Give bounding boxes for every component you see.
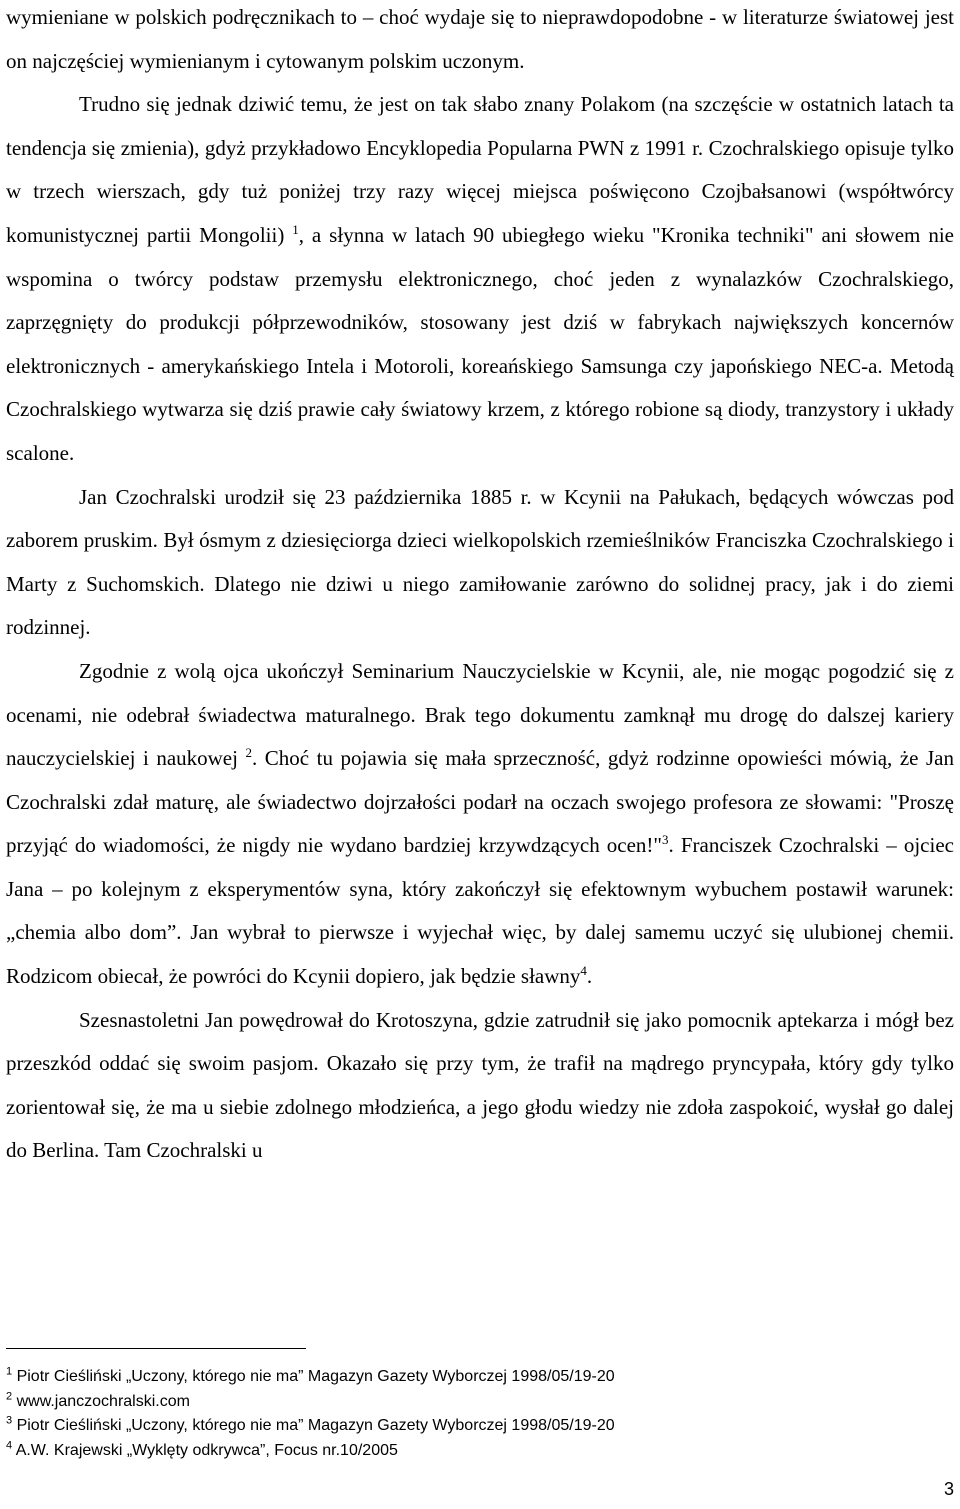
footnote-text: Piotr Cieśliński „Uczony, którego nie ma” Magazyn Gazety Wyborczej 1998/05/19-20 [16, 1417, 615, 1435]
text-run: Szesnastoletni Jan powędrował do Krotoszyna, gdzie zatrudnił się jako pomocnik aptekarza i mógł bez przeszkód oddać się swoim pasjom. Okazało się przy tym, że trafił na mądrego pryncypała, który gdy tylko zorientował się, że ma u siebie zdolnego młodzieńca, a jego głodu wiedzy nie zdoła zaspokoić, wysłał go dalej do Berlina. Tam Czochralski u [6, 1007, 954, 1163]
text-run: . [586, 964, 593, 989]
footnote-text: A.W. Krajewski „Wyklęty odkrywca”, Focus nr.10/2005 [15, 1441, 398, 1459]
text-run: , a słynna w latach 90 ubiegłego wieku "Kronika techniki" ani słowem nie wspomina o twórcy podstaw przemysłu elektronicznego, choć jeden z wynalazków Czochralskiego, zaprzęgnięty do produkcji półprzewodników, stosowany jest dziś w fabrykach największych koncernów elektronicznych - amerykańskiego Intela i Motoroli, koreańskiego Samsunga czy japońskiego NEC-a. Metodą Czochralskiego wytwarza się dziś prawie cały światowy krzem, z którego robione są diody, tranzystory i układy scalone. [6, 222, 954, 465]
footnotes [6, 1365, 906, 1463]
footnote-reference: 2 [245, 745, 252, 761]
footnote [6, 1414, 906, 1439]
footnote [6, 1365, 906, 1390]
footnote-reference: 1 [292, 221, 299, 237]
text-run: Zgodnie z wolą ojca ukończył Seminarium Nauczycielskie w Kcynii, ale, nie mogąc pogodzić się z ocenami, nie odebrał świadectwa maturalnego. Brak tego dokumentu zamknął mu drogę do dalszej kariery nauczycielskiej i naukowej [6, 658, 954, 771]
footnote [6, 1439, 906, 1464]
footnote-text: www.janczochralski.com [16, 1392, 190, 1410]
paragraph [6, 0, 954, 83]
footnote-number: 1 [6, 1365, 13, 1378]
paragraph [6, 476, 954, 650]
footnote-number: 2 [6, 1390, 13, 1403]
footnote-reference: 4 [580, 963, 587, 979]
body-text [6, 0, 954, 1173]
footnote-separator [6, 1348, 306, 1349]
paragraph [6, 999, 954, 1173]
text-run: wymieniane w polskich podręcznikach to – choć wydaje się to nieprawdopodobne - w literaturze światowej jest on najczęściej wymienianym i cytowanym polskim uczonym. [6, 5, 954, 73]
page-number: 3 [943, 1479, 954, 1499]
footnote-number: 3 [6, 1414, 13, 1427]
text-run: . Franciszek Czochralski – ojciec Jana – po kolejnym z eksperymentów syna, który zakończył się efektownym wybuchem postawił warunek: „chemia albo dom”. Jan wybrał to pierwsze i wyjechał więc, by dalej samemu uczyć się ulubionej chemii. Rodzicom obiecał, że powróci do Kcynii dopiero, jak będzie sławny [6, 833, 954, 989]
paragraph [6, 650, 954, 999]
footnote [6, 1390, 906, 1415]
text-run: Trudno się jednak dziwić temu, że jest on tak słabo znany Polakom (na szczęście w ostatnich latach ta tendencja się zmienia), gdyż przykładowo Encyklopedia Popularna PWN z 1991 r. Czochralskiego opisuje tylko w trzech wierszach, gdy tuż poniżej trzy razy więcej miejsca poświęcono Czojbałsanowi (współtwórcy komunistycznej partii Mongolii) [6, 92, 954, 247]
text-run: Jan Czochralski urodził się 23 października 1885 r. w Kcynii na Pałukach, będących wówczas pod zaborem pruskim. Był ósmym z dziesięciorga dzieci wielkopolskich rzemieślników Franciszka Czochralskiego i Marty z Suchomskich. Dlatego nie dziwi u niego zamiłowanie zarówno do solidnej pracy, jak i do ziemi rodzinnej. [6, 484, 954, 640]
footnote-reference: 3 [662, 832, 669, 848]
text-run: . Choć tu pojawia się mała sprzeczność, gdyż rodzinne opowieści mówią, że Jan Czochralski zdał maturę, ale świadectwo dojrzałości podarł na oczach swojego profesora ze słowami: "Proszę przyjąć do wiadomości, że nigdy nie wydano bardziej krzywdzących ocen!" [6, 746, 954, 858]
footnote-number: 4 [6, 1439, 13, 1452]
paragraph [6, 83, 954, 475]
footnote-text: Piotr Cieśliński „Uczony, którego nie ma” Magazyn Gazety Wyborczej 1998/05/19-20 [16, 1368, 615, 1385]
